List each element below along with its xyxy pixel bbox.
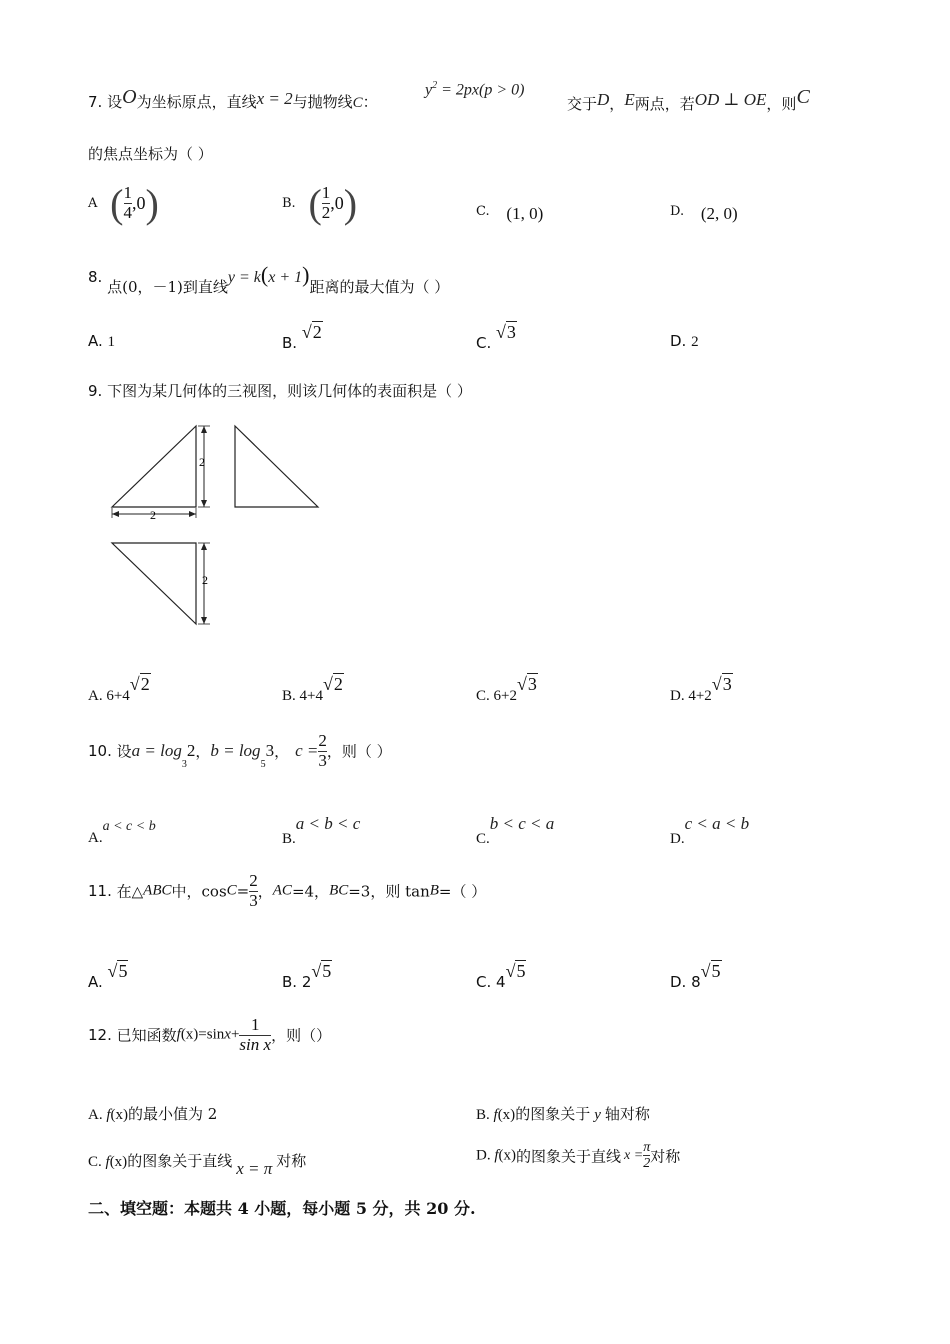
- q12-option-c[interactable]: C. f(x)的图象关于直线 x = π 对称: [88, 1152, 307, 1178]
- q9-front-height-label: 2: [199, 455, 205, 469]
- q9-option-a-label: A. 6+4: [88, 688, 130, 704]
- q12-option-c-label: C.: [88, 1154, 106, 1170]
- q8-text-2: 距离的最大值为（ ）: [309, 278, 450, 296]
- q8-option-d-label: D.: [670, 332, 692, 350]
- q10-b-def: b = log: [210, 741, 261, 761]
- q10-option-d[interactable]: [670, 814, 749, 848]
- q7-stem-2: 交于D，E两点，若OD ⊥ OE，则C: [567, 86, 810, 113]
- q10-option-a-value: a < c < b: [102, 819, 156, 834]
- q8-option-b[interactable]: B. √2: [282, 322, 322, 352]
- q11-option-c-label: C. 4: [476, 973, 506, 991]
- q7-text: ：: [362, 93, 378, 111]
- q10-option-c-value: b < c < a: [489, 814, 555, 833]
- q8-option-d[interactable]: [670, 332, 699, 351]
- q10-option-d-label: D.: [670, 831, 685, 847]
- q9-option-d[interactable]: D. 4+2√3: [670, 674, 732, 704]
- q11-triangle: ABC: [143, 882, 172, 899]
- q10-c-den: 3: [318, 750, 327, 770]
- section-2-heading: 二、填空题：本题共 4 小题，每小题 5 分，共 20 分.: [88, 1199, 476, 1218]
- q9-option-d-radicand: 3: [722, 674, 732, 694]
- q10-option-c[interactable]: [476, 814, 554, 848]
- q12-stem: 12. 已知函数f(x)=sinx+ $\frac{1}{\text{sin x}}$ ，则（）: [88, 1015, 332, 1054]
- q11-option-a-label: A.: [88, 973, 108, 991]
- q8-option-d-value: 2: [691, 334, 699, 350]
- q7-a-den: 4: [123, 203, 132, 222]
- q10-a-arg: 2: [186, 741, 196, 761]
- q10-c-def: c =: [295, 741, 319, 761]
- q7-stem: [88, 86, 378, 116]
- q9-front-view: [112, 426, 196, 507]
- q9-text: 下图为某几何体的三视图，则该几何体的表面积是（ ）: [107, 382, 472, 400]
- q10-option-b-label: B.: [282, 831, 296, 847]
- q12-option-d[interactable]: D. f(x)的图象关于直线 x = $\frac{\pi}{2}$ 对称: [476, 1140, 681, 1172]
- q7-option-c[interactable]: [476, 204, 543, 224]
- q11-option-b-radicand: 5: [322, 961, 332, 981]
- q11-stem: 11. 在△ABC中，cosC= $\frac{2}{3}$ ，AC=4，BC=3，则 tanB=（ ）: [88, 871, 487, 910]
- q9-option-a[interactable]: A. 6+4√2: [88, 674, 150, 704]
- q10-a-base: 3: [181, 759, 187, 771]
- q12-option-b-label: B.: [476, 1107, 494, 1123]
- q11-cos-num: 2: [249, 871, 258, 890]
- q8-option-a[interactable]: [88, 332, 115, 351]
- q9-stem: [88, 380, 472, 401]
- q9-top-view: [112, 543, 196, 624]
- q12-f: f: [176, 1026, 181, 1043]
- q11-option-d-radicand: 5: [711, 961, 721, 981]
- q10-a-def: a = log: [131, 741, 182, 761]
- q11-option-a[interactable]: A. √5: [88, 961, 128, 991]
- q10-option-d-value: c < a < b: [684, 814, 750, 833]
- q9-option-d-label: D. 4+2: [670, 688, 712, 704]
- q11-option-d[interactable]: D. 8√5: [670, 961, 721, 991]
- q8-line-eq-2: x + 1: [268, 269, 303, 286]
- q10-b-arg: 3: [265, 741, 275, 761]
- q12-option-c-text: 的图象关于直线: [127, 1152, 233, 1170]
- q10-stem: 10. 设$a = \log_32$，$b = \log_53$， c = $\frac{2}{3}$ ，则（ ）: [88, 731, 392, 771]
- q7-text: 设: [107, 93, 123, 111]
- q12-option-b-text: 的图象关于: [515, 1105, 591, 1123]
- q7-stem-3: 的焦点坐标为（ ）: [88, 145, 213, 163]
- q10-b-base: 5: [260, 759, 266, 771]
- q8-line-eq: y = k: [227, 269, 261, 286]
- q12-frac-num: 1: [250, 1015, 260, 1034]
- q9-option-c-radicand: 3: [527, 674, 537, 694]
- q12-option-a[interactable]: A. f(x)的最小值为 2: [88, 1105, 218, 1123]
- q8-option-c-label: C.: [476, 334, 497, 352]
- q7-text: 为坐标原点，直线: [136, 93, 257, 111]
- q7-parabola-eq: $y^2 = 2px(p > 0)$: [425, 80, 525, 99]
- q9-option-a-radicand: 2: [140, 674, 150, 694]
- q7-origin: O: [122, 86, 137, 108]
- q11-cos-den: 3: [249, 890, 258, 910]
- q7-option-d-value: (2, 0): [700, 204, 738, 223]
- q10-text: 设: [116, 742, 132, 761]
- q11-option-c-radicand: 5: [516, 961, 526, 981]
- q9-option-b-label: B. 4+4: [282, 688, 323, 704]
- q11-number: 11.: [88, 882, 117, 901]
- q10-option-b-value: a < b < c: [295, 814, 361, 833]
- q11-option-b[interactable]: B. 2√5: [282, 961, 332, 991]
- q7-option-d[interactable]: [670, 204, 738, 224]
- q11-option-d-label: D. 8: [670, 973, 701, 991]
- q7-b-den: 2: [321, 203, 331, 222]
- q7-option-b[interactable]: B. ( $\frac{1}{2}$ ,0): [282, 181, 358, 226]
- q8-option-c[interactable]: C. √3: [476, 322, 516, 352]
- q7-b-num: 1: [321, 183, 331, 203]
- q7-parabola-label: C: [352, 95, 363, 111]
- q12-option-d-text: 的图象关于直线: [516, 1147, 622, 1166]
- q11-option-a-radicand: 5: [118, 961, 128, 981]
- q12-option-d-den: 2: [643, 1156, 651, 1172]
- q7-b-rest: ,0: [330, 193, 344, 213]
- q7-a-rest: ,0: [132, 193, 146, 213]
- q12-option-d-eq: x =: [624, 1147, 644, 1163]
- q8-option-c-value: 3: [506, 322, 516, 342]
- q7-option-d-label: D.: [670, 204, 685, 219]
- q7-text: 与抛物线: [292, 93, 353, 111]
- q8-option-b-value: 2: [312, 322, 322, 342]
- q9-option-c[interactable]: C. 6+2√3: [476, 674, 537, 704]
- q8-option-b-label: B.: [282, 334, 302, 352]
- q8-option-a-label: A.: [88, 332, 108, 350]
- q7-option-c-value: (1, 0): [506, 204, 544, 223]
- q10-text-2: ，则（ ）: [326, 742, 392, 761]
- q8-option-a-value: 1: [107, 334, 116, 350]
- q7-option-a-label: A: [88, 196, 98, 211]
- q12-option-a-label: A.: [88, 1107, 107, 1123]
- q9-three-view-figure: [100, 418, 340, 633]
- q7-option-b-label: B.: [282, 196, 296, 211]
- q7-a-num: 1: [123, 183, 132, 203]
- q9-option-c-label: C. 6+2: [476, 688, 517, 704]
- q7-option-a[interactable]: A ( $\frac{1}{4}$ ,0): [88, 181, 159, 226]
- q8-text: 点(0，－1)到直线: [107, 278, 228, 296]
- q10-option-a-label: A.: [88, 830, 103, 846]
- q12-option-d-label: D.: [476, 1147, 495, 1164]
- q12-option-a-text: 的最小值为 2: [128, 1105, 218, 1123]
- q11-option-b-label: B. 2: [282, 973, 312, 991]
- q7-option-c-label: C.: [476, 204, 490, 219]
- q9-number: 9.: [88, 382, 108, 400]
- q10-option-b[interactable]: [282, 814, 360, 848]
- q12-option-b[interactable]: B. f(x)的图象关于 y 轴对称: [476, 1105, 650, 1123]
- q10-number: 10.: [88, 742, 117, 761]
- q9-top-height-label: 2: [202, 573, 208, 587]
- q8-number: 8.: [88, 268, 108, 286]
- q12-option-d-num: π: [643, 1140, 651, 1155]
- q9-option-b-radicand: 2: [333, 674, 343, 694]
- q8-stem: 8. 点(0，－1)到直线y = k(x + 1)距离的最大值为（ ）: [88, 262, 450, 296]
- q9-front-width-label: 2: [150, 508, 156, 522]
- q9-side-view: [235, 426, 318, 507]
- q10-c-num: 2: [318, 731, 327, 750]
- q7-line-eq: x = 2: [256, 89, 293, 108]
- q9-option-b[interactable]: B. 4+4√2: [282, 674, 343, 704]
- q11-option-c[interactable]: C. 4√5: [476, 961, 526, 991]
- q7-number: 7.: [88, 93, 108, 111]
- q12-number: 12.: [88, 1026, 117, 1045]
- q12-option-c-eq: x = π: [236, 1159, 273, 1178]
- q10-option-c-label: C.: [476, 831, 490, 847]
- q10-option-a[interactable]: [88, 816, 156, 847]
- q12-frac-den: sin x: [239, 1034, 272, 1054]
